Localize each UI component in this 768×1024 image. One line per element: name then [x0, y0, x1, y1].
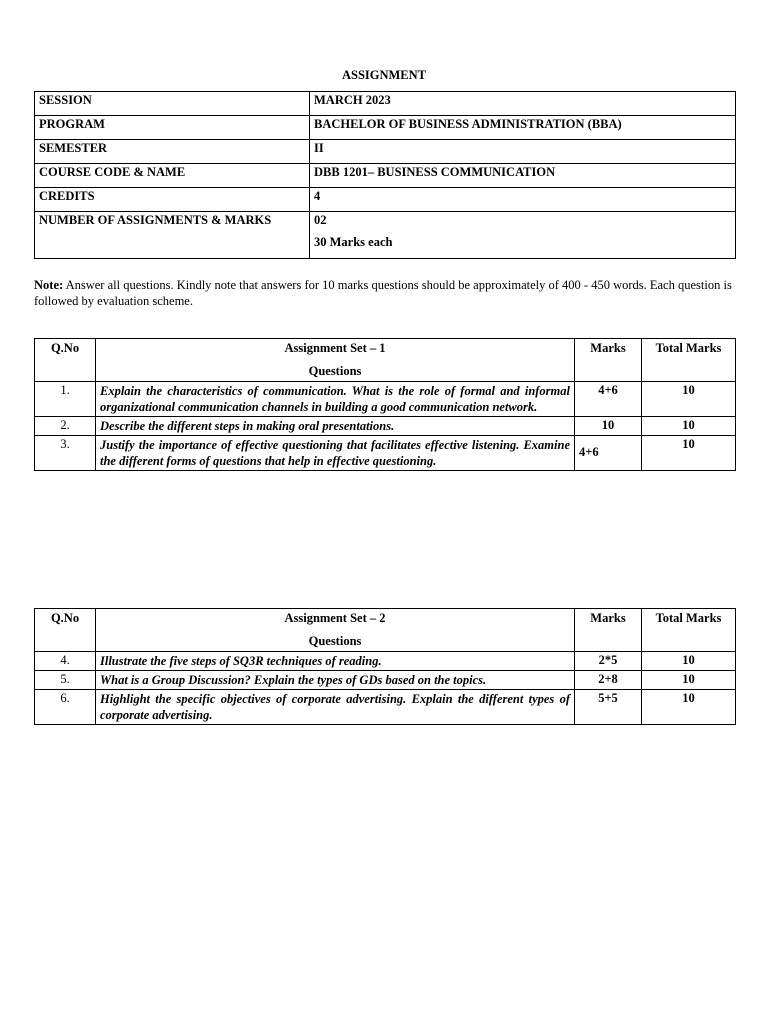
question-number: 4.: [35, 652, 96, 671]
question-total: 10: [642, 652, 736, 671]
question-total: 10: [642, 690, 736, 725]
set2-subtitle: Questions: [308, 634, 362, 648]
session-label: SESSION: [35, 92, 310, 116]
table-row: [35, 382, 736, 417]
question-number: 6.: [35, 690, 96, 725]
set1-qno-header: Q.No: [35, 339, 96, 382]
question-total: 10: [642, 382, 736, 417]
set2-title-header: [96, 609, 575, 652]
set2-header-row: [35, 609, 736, 652]
session-value: MARCH 2023: [310, 92, 736, 116]
assignments-value-cell: [310, 212, 736, 259]
info-row-semester: [35, 140, 736, 164]
set1-marks-header: Marks: [575, 339, 642, 382]
question-text: Explain the characteristics of communication. What is the role of formal and informal organizational communication channels in building a good communication network.: [96, 382, 575, 417]
question-marks: 5+5: [575, 690, 642, 725]
document-title: ASSIGNMENT: [341, 68, 427, 82]
info-row-session: [35, 92, 736, 116]
question-total: 10: [642, 671, 736, 690]
question-marks: 2*5: [575, 652, 642, 671]
question-number: 2.: [35, 417, 96, 436]
question-text: Illustrate the five steps of SQ3R techniques of reading.: [96, 652, 575, 671]
question-text: What is a Group Discussion? Explain the types of GDs based on the topics.: [96, 671, 575, 690]
table-row: [35, 436, 736, 471]
question-marks: 2+8: [575, 671, 642, 690]
note-text: Answer all questions. Kindly note that answers for 10 marks questions should be approximately of 400 - 450 words. Each question is followed by evaluation scheme.: [34, 278, 732, 308]
table-row: [35, 690, 736, 725]
note-paragraph: [34, 277, 736, 309]
assignments-count: 02: [314, 213, 327, 227]
set1-subtitle: Questions: [308, 364, 362, 378]
note-label: Note:: [34, 278, 64, 292]
info-row-program: [35, 116, 736, 140]
semester-value: II: [310, 140, 736, 164]
question-number: 5.: [35, 671, 96, 690]
question-marks: 4+6: [575, 436, 642, 471]
credits-value: 4: [310, 188, 736, 212]
credits-label: CREDITS: [35, 188, 310, 212]
assignment-set-1-table: [34, 338, 736, 471]
assignments-label: NUMBER OF ASSIGNMENTS & MARKS: [35, 212, 310, 259]
program-label: PROGRAM: [35, 116, 310, 140]
assignment-set-2-table: [34, 608, 736, 725]
set2-qno-header: Q.No: [35, 609, 96, 652]
question-marks: 10: [575, 417, 642, 436]
course-value: DBB 1201– BUSINESS COMMUNICATION: [310, 164, 736, 188]
question-marks: 4+6: [575, 382, 642, 417]
set1-title: Assignment Set – 1: [284, 341, 386, 355]
info-row-assignments: [35, 212, 736, 259]
semester-label: SEMESTER: [35, 140, 310, 164]
question-total: 10: [642, 436, 736, 471]
question-text: Describe the different steps in making oral presentations.: [96, 417, 575, 436]
set2-marks-header: Marks: [575, 609, 642, 652]
question-total: 10: [642, 417, 736, 436]
question-number: 1.: [35, 382, 96, 417]
course-label: COURSE CODE & NAME: [35, 164, 310, 188]
program-value: BACHELOR OF BUSINESS ADMINISTRATION (BBA): [310, 116, 736, 140]
question-text: Justify the importance of effective questioning that facilitates effective listening. Examine the different forms of questions that help in effective questioning.: [96, 436, 575, 471]
set1-title-header: [96, 339, 575, 382]
question-number: 3.: [35, 436, 96, 471]
table-row: [35, 671, 736, 690]
table-row: [35, 652, 736, 671]
course-info-table: [34, 91, 736, 259]
question-text: Highlight the specific objectives of corporate advertising. Explain the different types of corporate advertising.: [96, 690, 575, 725]
set1-header-row: [35, 339, 736, 382]
set1-total-header: Total Marks: [642, 339, 736, 382]
set2-title: Assignment Set – 2: [284, 611, 386, 625]
info-row-course: [35, 164, 736, 188]
assignments-marks: 30 Marks each: [314, 235, 393, 249]
set2-total-header: Total Marks: [642, 609, 736, 652]
table-row: [35, 417, 736, 436]
info-row-credits: [35, 188, 736, 212]
